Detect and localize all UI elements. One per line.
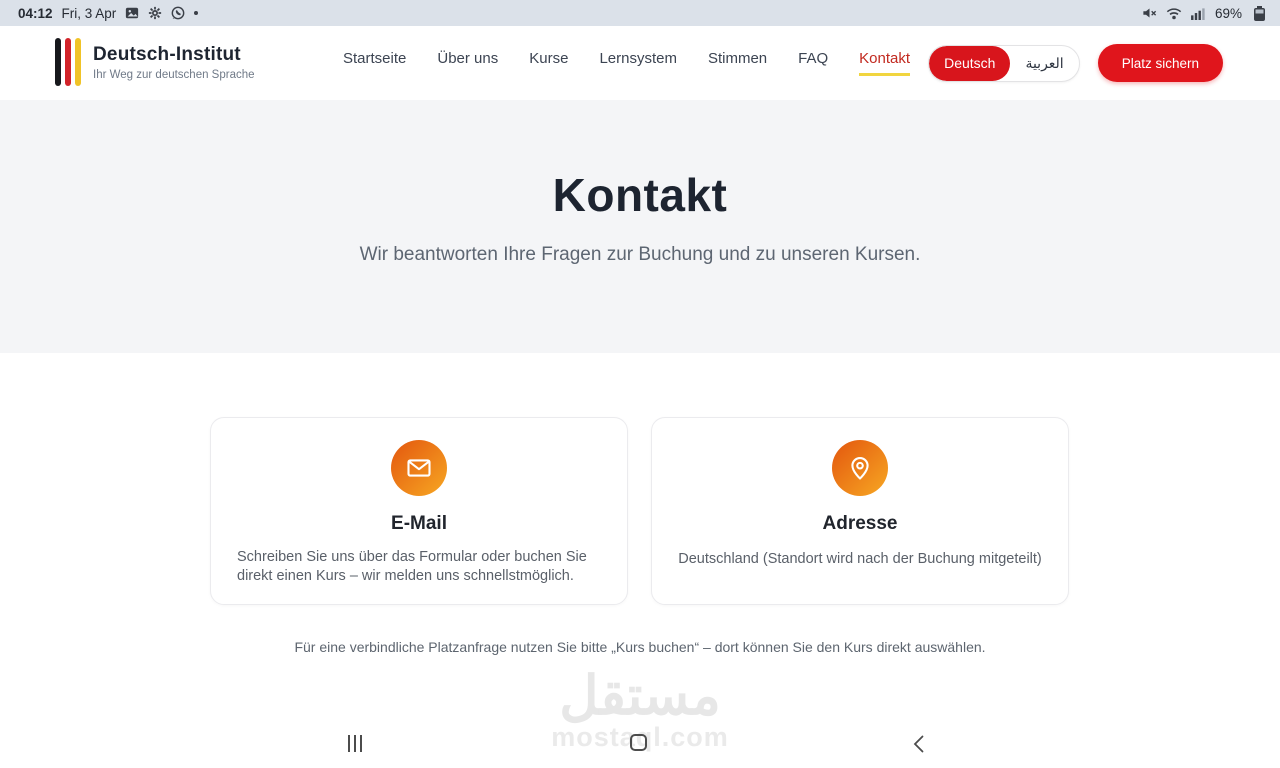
status-date: Fri, 3 Apr xyxy=(61,5,117,21)
logo[interactable] xyxy=(55,38,255,86)
address-card-title: Adresse xyxy=(822,513,898,534)
home-button[interactable] xyxy=(630,734,647,751)
whatsapp-notification-icon xyxy=(171,6,185,20)
site-header xyxy=(0,26,1280,100)
mail-icon xyxy=(391,440,447,496)
email-card xyxy=(210,417,628,605)
battery-percent: 69% xyxy=(1214,5,1242,21)
nav-item-startseite[interactable]: Startseite xyxy=(343,50,407,67)
nav-item-lernsystem[interactable]: Lernsystem xyxy=(599,50,677,67)
settings-notification-icon xyxy=(148,6,162,20)
status-bar xyxy=(0,0,1280,26)
email-card-title: E-Mail xyxy=(391,513,447,534)
watermark-domain: mostaql.com xyxy=(551,722,729,752)
email-card-text: Schreiben Sie uns über das Formular oder buchen Sie direkt einen Kurs – wir melden uns schnellstmöglich. xyxy=(237,549,587,584)
nav-item-kontakt[interactable]: Kontakt xyxy=(859,50,910,76)
wifi-icon xyxy=(1166,7,1182,20)
main-nav xyxy=(343,26,910,100)
page-subtitle: Wir beantworten Ihre Fragen zur Buchung und zu unseren Kursen. xyxy=(359,244,921,265)
page-title: Kontakt xyxy=(552,169,728,221)
back-button[interactable] xyxy=(913,735,924,758)
nav-item-kurse[interactable]: Kurse xyxy=(529,50,569,67)
hero-section xyxy=(0,100,1280,353)
language-toggle xyxy=(928,45,1080,82)
android-nav-bar xyxy=(0,722,1280,768)
language-option-deutsch[interactable]: Deutsch xyxy=(929,46,1010,81)
cellular-signal-icon xyxy=(1191,7,1206,20)
nav-item-faq[interactable]: FAQ xyxy=(798,50,829,67)
address-card xyxy=(651,417,1069,605)
nav-item-ueber-uns[interactable]: Über uns xyxy=(437,50,499,67)
more-notifications-dot xyxy=(194,11,198,15)
status-time: 04:12 xyxy=(18,5,53,21)
logo-title: Deutsch-Institut xyxy=(93,43,241,65)
battery-icon xyxy=(1253,6,1266,21)
address-card-text: Deutschland (Standort wird nach der Buchung mitgeteilt) xyxy=(678,551,1042,567)
nav-item-stimmen[interactable]: Stimmen xyxy=(707,50,768,67)
screenshot-notification-icon xyxy=(125,6,139,20)
platz-sichern-button[interactable]: Platz sichern xyxy=(1098,44,1223,82)
logo-subtitle: Ihr Weg zur deutschen Sprache xyxy=(93,68,255,81)
booking-note: Für eine verbindliche Platzanfrage nutzen Sie bitte „Kurs buchen“ – dort können Sie den Kurs direkt auswählen. xyxy=(294,639,986,655)
watermark-arabic: مستقل xyxy=(559,666,721,726)
location-pin-icon xyxy=(832,440,888,496)
recent-apps-button[interactable] xyxy=(348,735,362,752)
german-flag-icon xyxy=(55,38,81,86)
mute-icon xyxy=(1142,6,1157,20)
language-option-arabic[interactable]: العربية xyxy=(1025,54,1064,71)
